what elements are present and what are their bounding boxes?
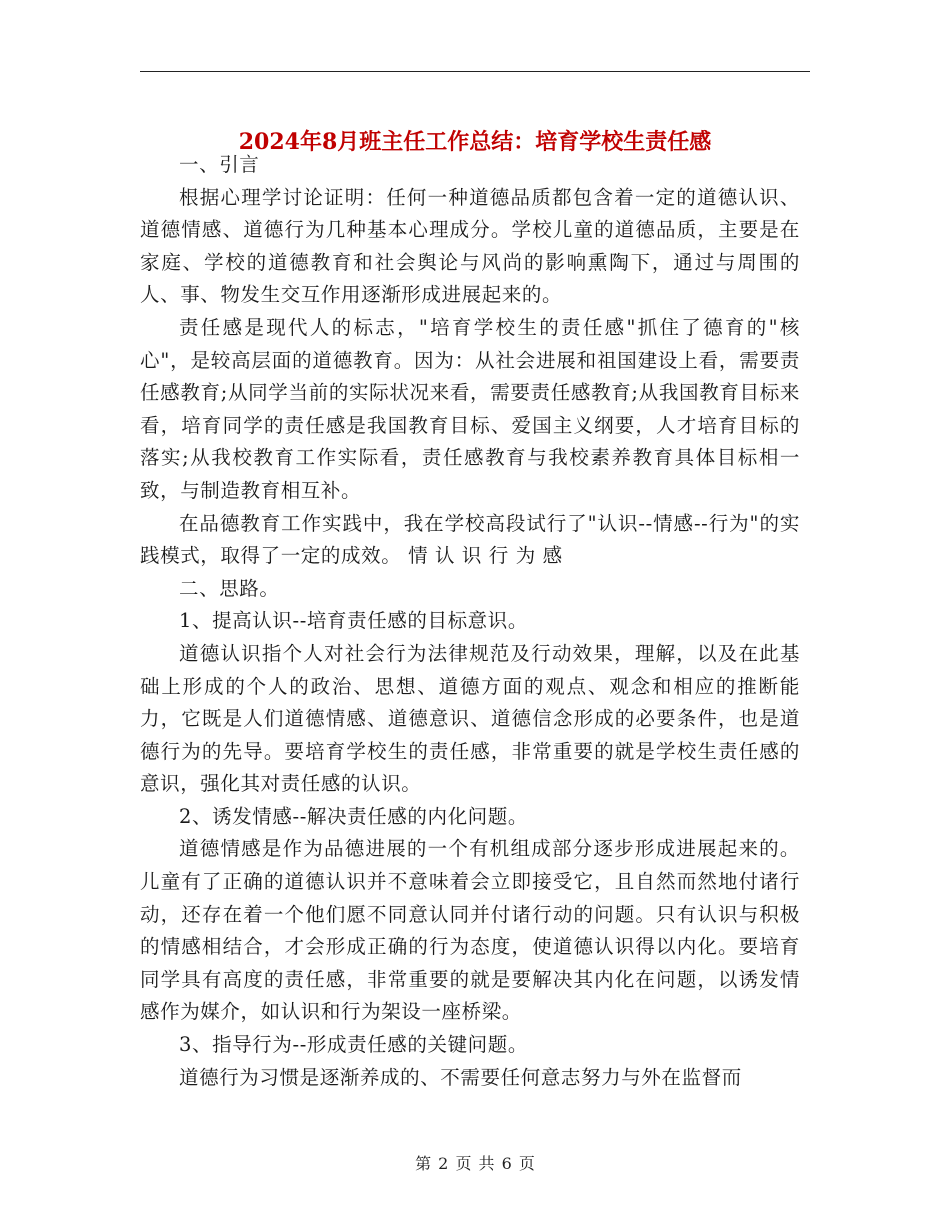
body-paragraph: 根据心理学讨论证明：任何一种道德品质都包含着一定的道德认识、道德情感、道德行为几种基本心理成分。学校儿童的道德品质，主要是在家庭、学校的道德教育和社会舆论与风尚的影响熏陶下，通过与周围的人、事、物发生交互作用逐渐形成进展起来的。 [140, 185, 800, 307]
page-number: 第 2 页 共 6 页 [415, 1154, 535, 1173]
body-paragraph: 在品德教育工作实践中，我在学校高段试行了"认识--情感--行为"的实践模式，取得了一定的成效。 情 认 识 行 为 感 [140, 511, 800, 568]
subsection-heading: 3、指导行为--形成责任感的关键问题。 [179, 1033, 528, 1057]
document-body [140, 149, 800, 1094]
document-title: 2024年8月班主任工作总结：培育学校生责任感 [238, 128, 712, 155]
body-paragraph: 道德行为习惯是逐渐养成的、不需要任何意志努力与外在监督而 [179, 1065, 742, 1089]
subsection-heading: 2、诱发情感--解决责任感的内化问题。 [179, 804, 528, 828]
subsection-heading: 1、提高认识--培育责任感的目标意识。 [179, 609, 528, 633]
section-heading-approach: 二、思路。 [179, 576, 280, 600]
body-paragraph: 责任感是现代人的标志，"培育学校生的责任感"抓住了德育的"核心"，是较高层面的道德教育。因为：从社会进展和祖国建设上看，需要责任感教育;从同学当前的实际状况来看，需要责任感教育;从我国教育目标来看，培育同学的责任感是我国教育目标、爱国主义纲要，人才培育目标的落实;从我校教育工作实际看，责任感教育与我校素养教育具体目标相一致，与制造教育相互补。 [140, 315, 800, 502]
header-rule [140, 71, 810, 72]
body-paragraph: 道德认识指个人对社会行为法律规范及行动效果，理解，以及在此基础上形成的个人的政治、思想、道德方面的观点、观念和相应的推断能力，它既是人们道德情感、道德意识、道德信念形成的必要条件，也是道德行为的先导。要培育学校生的责任感，非常重要的就是学校生责任感的意识，强化其对责任感的认识。 [140, 641, 800, 796]
body-paragraph: 道德情感是作为品德进展的一个有机组成部分逐步形成进展起来的。儿童有了正确的道德认识并不意味着会立即接受它，且自然而然地付诸行动，还存在着一个他们愿不同意认同并付诸行动的问题。只有认识与积极的情感相结合，才会形成正确的行为态度，使道德认识得以内化。要培育同学具有高度的责任感，非常重要的就是要解决其内化在问题，以诱发情感作为媒介，如认识和行为架设一座桥梁。 [140, 837, 800, 1024]
section-heading-intro: 一、引言 [179, 153, 260, 176]
